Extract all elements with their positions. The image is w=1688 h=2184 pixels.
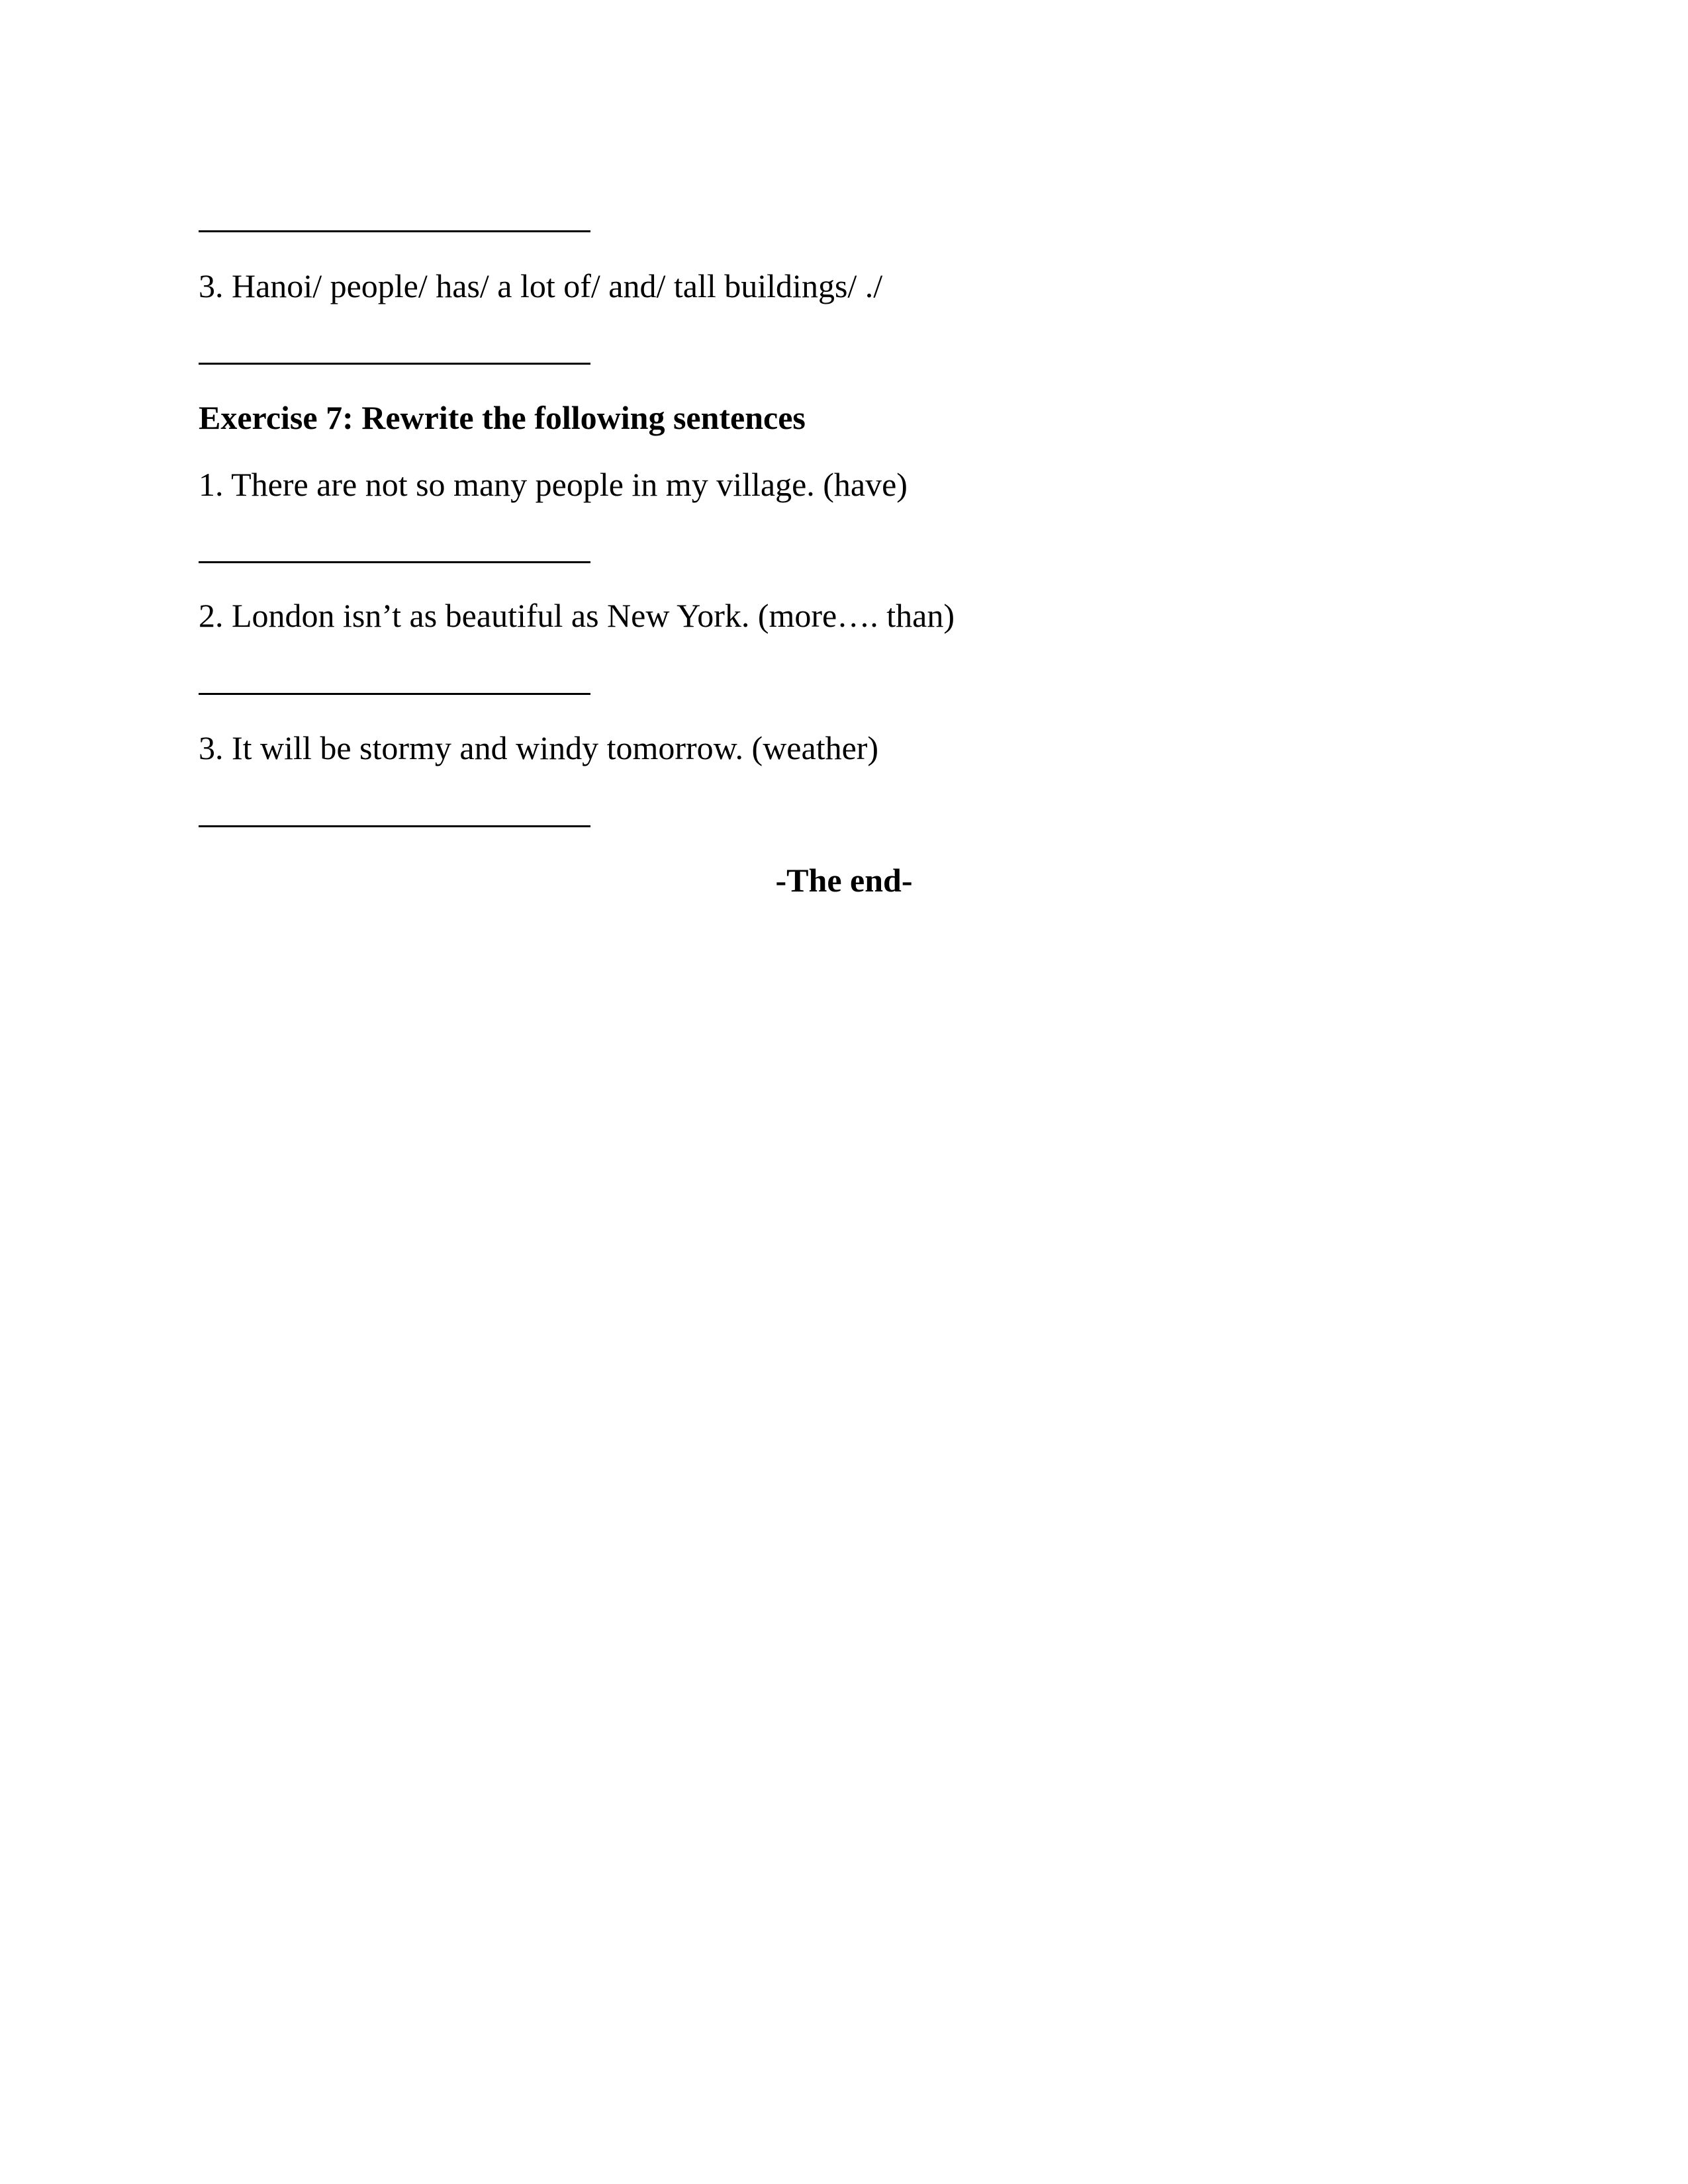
exercise-7-item-3: 3. It will be stormy and windy tomorrow. (weather)	[199, 729, 879, 766]
answer-line	[199, 230, 590, 232]
exercise-7-item-1: 1. There are not so many people in my village. (have)	[199, 466, 908, 503]
answer-line	[199, 561, 590, 563]
exercise-7-item-2: 2. London isn’t as beautiful as New York. (more…. than)	[199, 597, 955, 634]
answer-line	[199, 363, 590, 365]
answer-line	[199, 825, 590, 827]
end-text: -The end-	[775, 862, 913, 899]
answer-line	[199, 693, 590, 695]
exercise-7-heading: Exercise 7: Rewrite the following sentences	[199, 399, 806, 436]
exercise-6-item-3: 3. Hanoi/ people/ has/ a lot of/ and/ tall buildings/ ./	[199, 267, 883, 304]
